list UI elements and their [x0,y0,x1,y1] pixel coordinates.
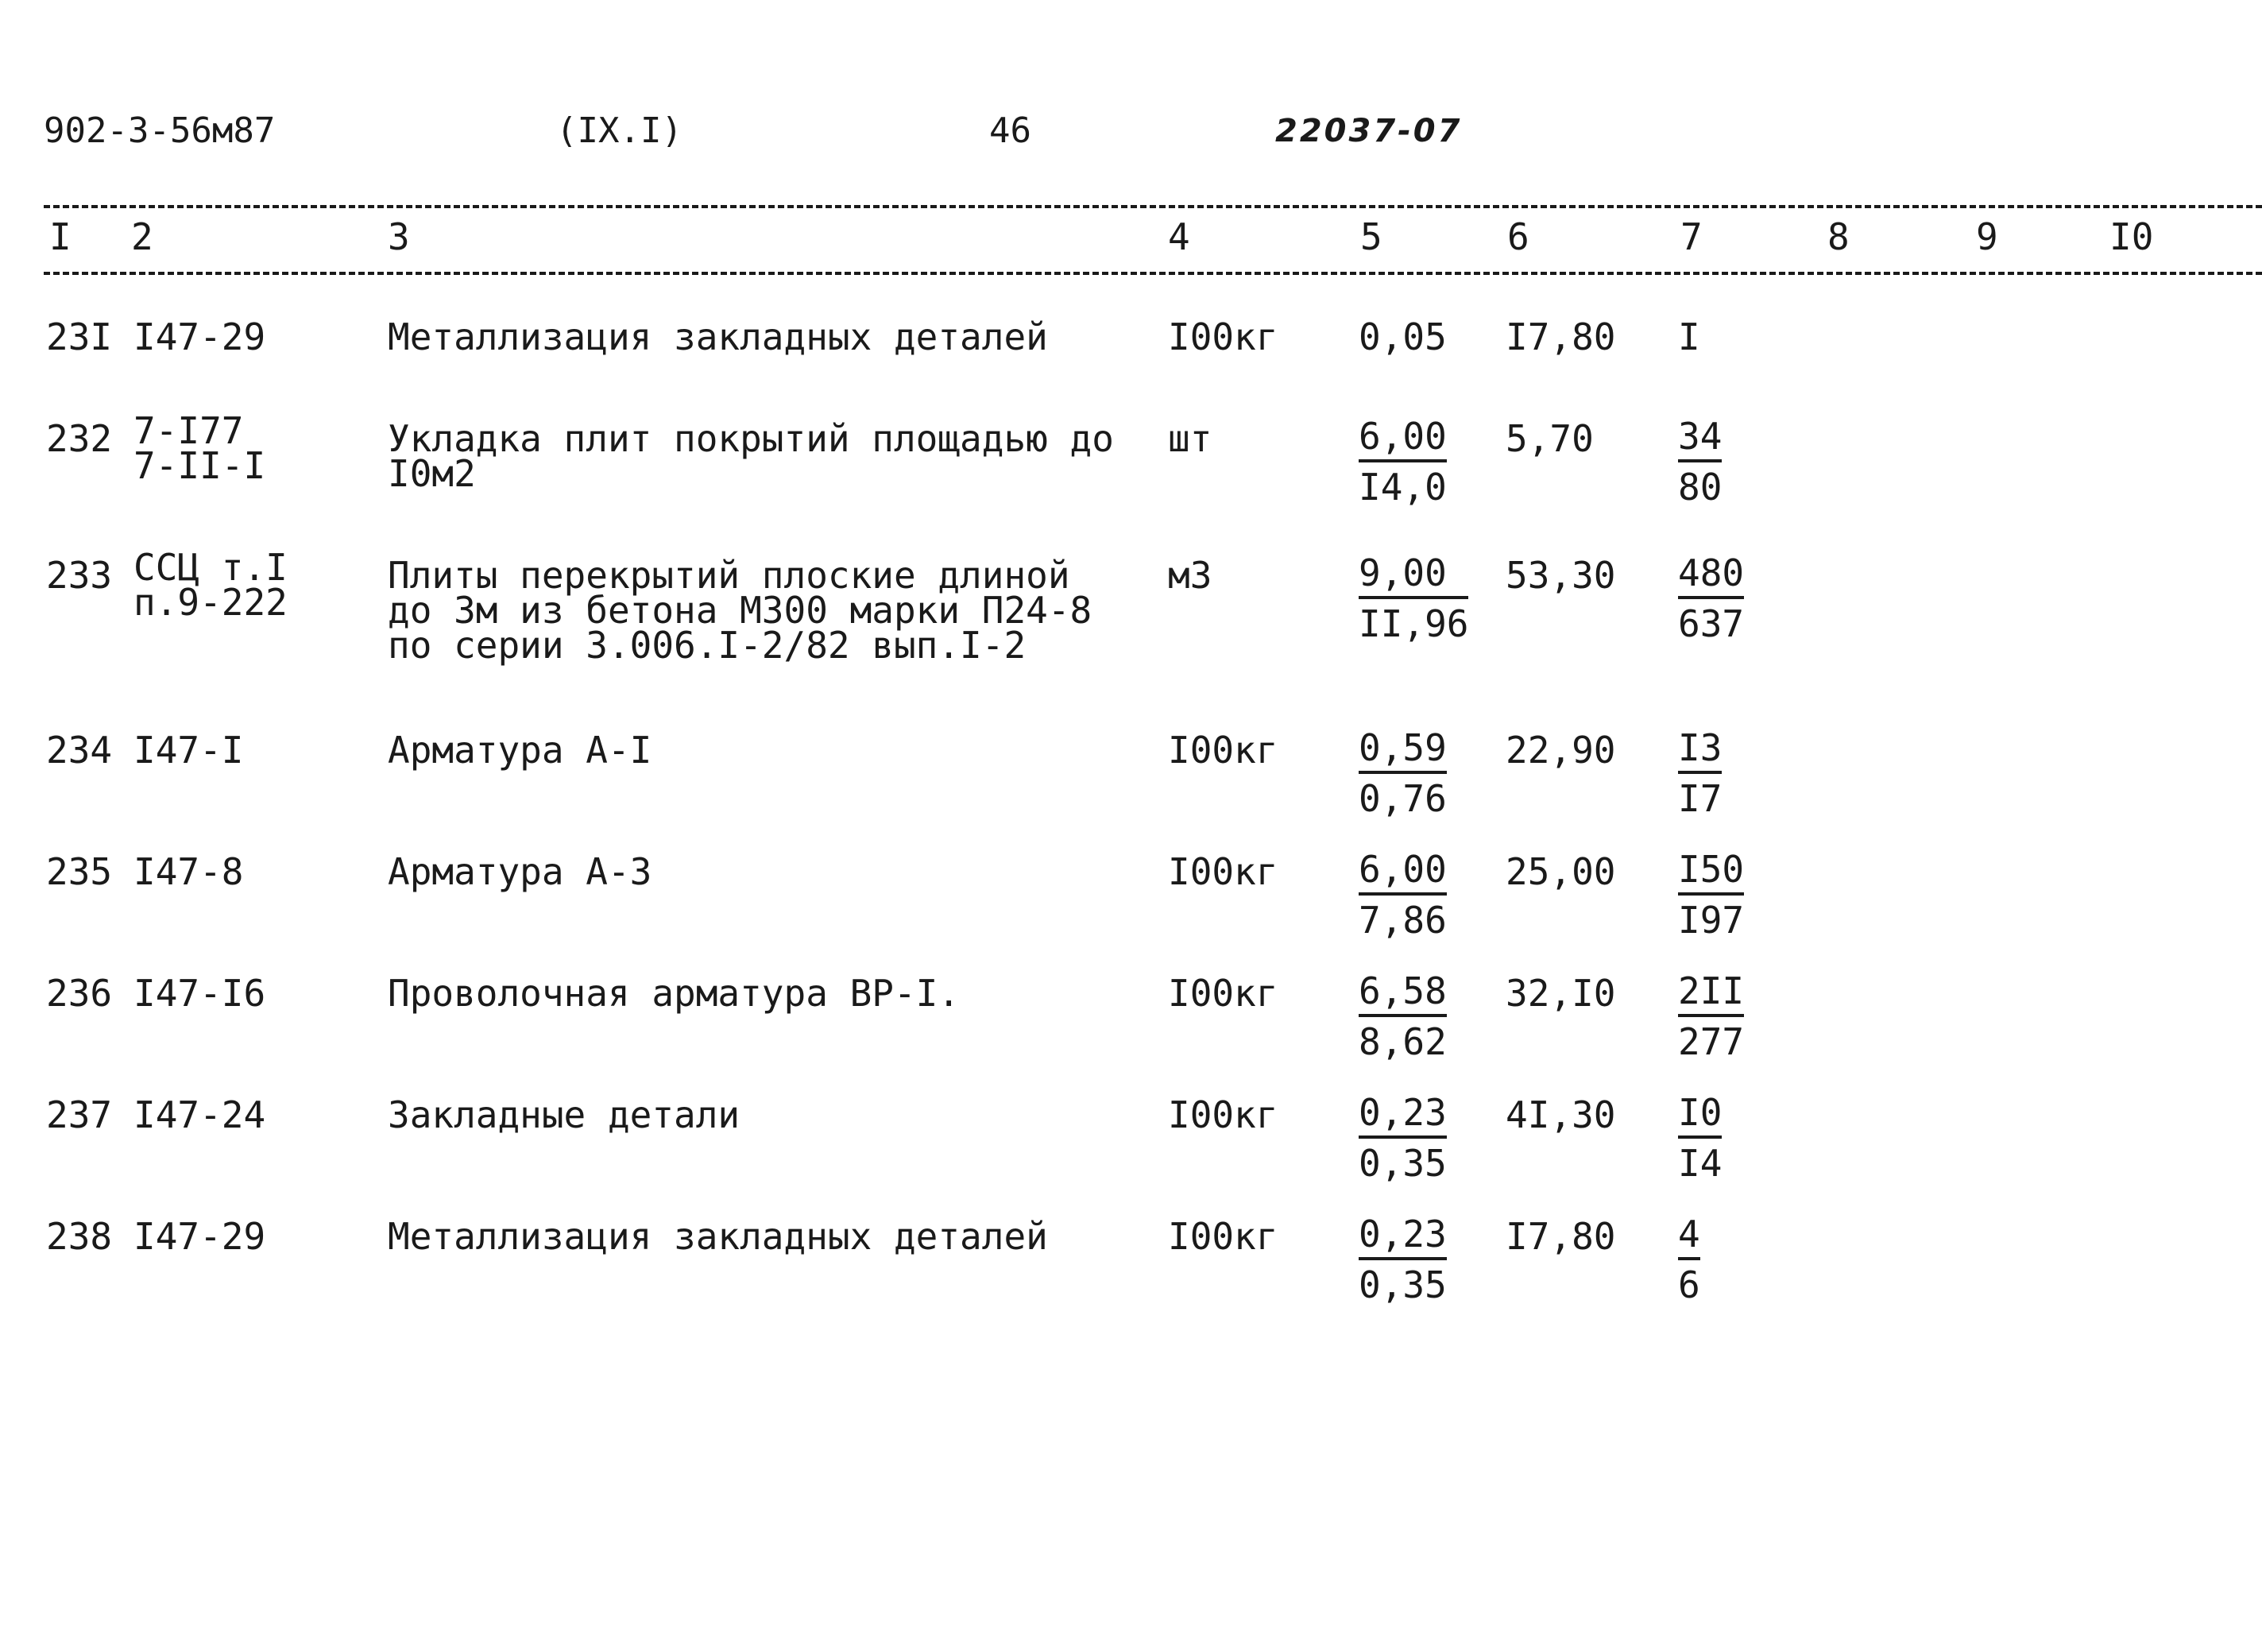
table-header-bottom-rule [44,272,2262,275]
quantity-numerator: 0,23 [1359,1089,1447,1139]
quantity [1359,1211,1447,1310]
quantity [1359,725,1447,824]
norm-code [133,725,243,776]
description-line: I0м2 [388,452,476,495]
column-number-8: 8 [1827,215,1850,258]
row-number: 233 [46,554,113,597]
cost-denominator: I4 [1678,1142,1723,1185]
description-line: Закладные детали [388,1093,740,1136]
norm-code-line: I47-24 [133,1093,266,1136]
document-code: 902-3-56м87 [44,110,276,151]
quantity [1359,968,1447,1067]
cost-denominator: 80 [1678,466,1723,509]
column-number-7: 7 [1680,215,1703,258]
work-description [388,972,961,1015]
cost-denominator: I7 [1678,777,1723,820]
cost-denominator: 637 [1678,602,1745,645]
cost-numerator: 4 [1678,1211,1700,1260]
column-number-5: 5 [1360,215,1382,258]
table-row [0,546,2262,667]
row-number: 236 [46,972,113,1015]
total-cost [1678,550,1744,649]
quantity-numerator: 9,00 [1359,550,1468,599]
column-number-2: 2 [131,215,153,258]
description-line: Арматура А-3 [388,850,652,893]
norm-code [133,1211,265,1262]
table-row [0,1089,2262,1201]
column-number-1: I [49,215,72,258]
unit-price: 25,00 [1506,850,1616,893]
work-description [388,554,1092,667]
norm-code-line: I47-I [133,729,244,772]
quantity-denominator: 8,62 [1359,1020,1447,1063]
description-line: Укладка плит покрытий площадью до [388,417,1114,460]
norm-code-line: I47-I6 [133,972,266,1015]
norm-code [133,846,243,897]
description-line: Металлизация закладных деталей [388,1215,1048,1258]
quantity [1359,311,1447,362]
column-number-6: 6 [1507,215,1529,258]
work-description [388,729,652,772]
unit-price: 5,70 [1506,417,1594,460]
work-description [388,1093,740,1136]
inventory-number: 22037-07 [1275,113,1463,149]
work-description [388,850,652,893]
quantity [1359,413,1447,513]
quantity-denominator: II,96 [1359,602,1469,645]
row-number: 234 [46,729,113,772]
quantity [1359,550,1468,649]
norm-code [133,542,288,624]
norm-code-line: 7-II-I [133,444,266,487]
norm-code-line: I47-29 [133,315,266,358]
unit: м3 [1168,554,1212,597]
table-row [0,968,2262,1079]
unit: I00кг [1168,1093,1278,1136]
description-line: Проволочная арматура ВР-I. [388,972,961,1015]
norm-code [133,311,265,362]
unit: I00кг [1168,729,1278,772]
total-cost [1678,968,1744,1067]
cost-numerator: I0 [1678,1089,1722,1139]
norm-code [133,1089,265,1140]
table-row [0,725,2262,836]
description-line: Плиты перекрытий плоские длиной [388,554,1070,597]
total-cost [1678,1089,1722,1189]
total-cost [1678,413,1722,513]
cost-denominator: I97 [1678,899,1745,942]
description-line: Арматура А-I [388,729,652,772]
unit-price: 53,30 [1506,554,1616,597]
unit: I00кг [1168,315,1278,358]
cost-numerator: 2II [1678,968,1744,1017]
table-header-top-rule [44,205,2262,208]
row-number: 235 [46,850,113,893]
unit: шт [1168,417,1212,460]
cost-numerator: I3 [1678,725,1722,774]
column-number-10: I0 [2109,215,2154,258]
description-line: по серии 3.006.I-2/82 вып.I-2 [388,624,1027,667]
cost-numerator: 480 [1678,550,1744,599]
cost-denominator: 6 [1678,1263,1700,1306]
total-cost [1678,846,1744,946]
cost-denominator: 277 [1678,1020,1745,1063]
quantity-denominator: I4,0 [1359,466,1447,509]
section-label: (IX.I) [556,110,682,151]
quantity-numerator: 0,59 [1359,725,1447,774]
total-cost [1678,311,1700,362]
description-line: Металлизация закладных деталей [388,315,1048,358]
unit-price: 22,90 [1506,729,1616,772]
norm-code-line: ССЦ т.I [133,546,288,589]
cost-numerator: 34 [1678,413,1722,462]
norm-code [133,968,265,1019]
norm-code-line: 7-I77 [133,409,244,452]
cost-numerator: I50 [1678,846,1744,896]
quantity-denominator: 0,76 [1359,777,1447,820]
norm-code-line: I47-29 [133,1215,266,1258]
page-number: 46 [989,110,1031,151]
unit: I00кг [1168,972,1278,1015]
quantity-numerator: 0,23 [1359,1211,1447,1260]
work-description [388,1215,1048,1258]
work-description [388,417,1114,495]
unit-price: 32,I0 [1506,972,1616,1015]
quantity-numerator: 6,00 [1359,413,1447,462]
unit: I00кг [1168,850,1278,893]
quantity-denominator: 0,35 [1359,1142,1447,1185]
description-line: до 3м из бетона М300 марки П24-8 [388,589,1092,632]
work-description [388,315,1048,358]
unit-price: I7,80 [1506,315,1616,358]
table-row [0,311,2262,423]
quantity [1359,1089,1447,1189]
quantity-denominator: 7,86 [1359,899,1447,942]
quantity-value: 0,05 [1359,315,1447,358]
quantity-denominator: 0,35 [1359,1263,1447,1306]
norm-code-line: п.9-222 [133,581,288,624]
norm-code-line: I47-8 [133,850,244,893]
quantity-numerator: 6,00 [1359,846,1447,896]
total-cost [1678,725,1722,824]
total-cost [1678,1211,1700,1310]
column-number-3: 3 [388,215,410,258]
norm-code [133,405,266,487]
quantity-numerator: 6,58 [1359,968,1447,1017]
cost-value: I [1678,315,1700,358]
row-number: 237 [46,1093,113,1136]
row-number: 23I [46,315,113,358]
table-row [0,409,2262,524]
column-number-9: 9 [1976,215,1998,258]
unit-price: 4I,30 [1506,1093,1616,1136]
quantity [1359,846,1447,946]
table-row [0,1211,2262,1322]
unit: I00кг [1168,1215,1278,1258]
row-number: 232 [46,417,113,460]
column-number-4: 4 [1168,215,1190,258]
table-row [0,846,2262,958]
unit-price: I7,80 [1506,1215,1616,1258]
row-number: 238 [46,1215,113,1258]
